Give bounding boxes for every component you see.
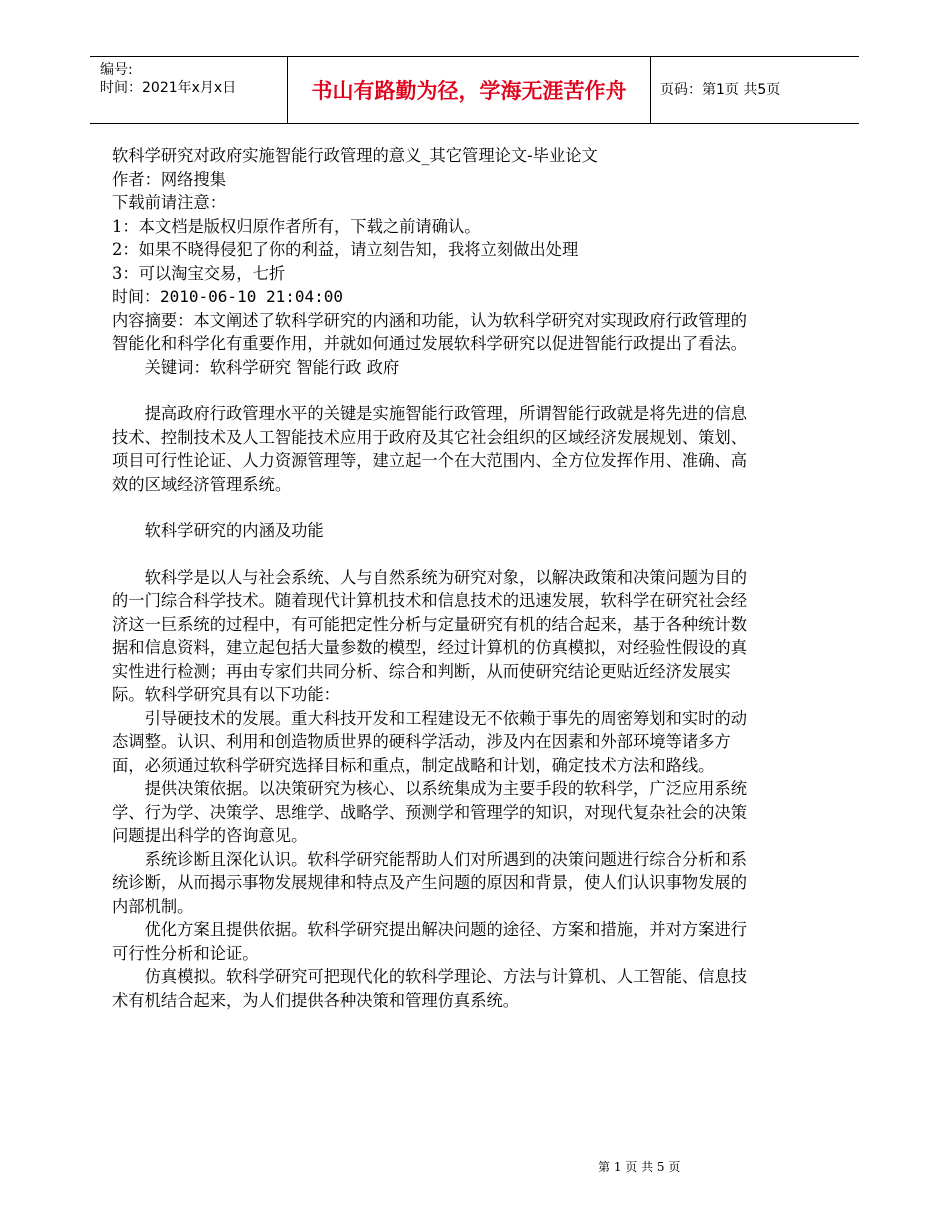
spacer <box>112 496 752 519</box>
paragraph: 软科学是以人与社会系统、人与自然系统为研究对象，以解决政策和决策问题为目的的一门综合科学技术。随着现代计算机技术和信息技术的迅速发展，软科学在研究社会经济这一巨系统的过程中，有可能把定性分析与定量研究有机的结合起来，基于各种统计数据和信息资料，建立起包括大量参数的模型，经过计算机的仿真模拟，对经验性假设的真实性进行检测；再由专家们共同分析、综合和判断，从而使研究结论更贴近经济发展实际。软科学研究具有以下功能： <box>112 567 748 704</box>
spacer <box>112 543 752 566</box>
paragraph: 优化方案且提供依据。软科学研究提出解决问题的途径、方案和措施，并对方案进行可行性分析和论证。 <box>112 920 748 963</box>
doc-author: 作者：网络搜集 <box>112 169 226 189</box>
paragraph: 仿真模拟。软科学研究可把现代化的软科学理论、方法与计算机、人工智能、信息技术有机结合起来，为人们提供各种决策和管理仿真系统。 <box>112 967 748 1010</box>
section-heading: 软科学研究的内涵及功能 <box>144 521 324 540</box>
abstract: 内容摘要：本文阐述了软科学研究的内涵和功能，认为软科学研究对实现政府行政管理的智能化和科学化有重要作用，并就如何通过发展软科学研究以促进智能行政提出了看法。 <box>112 310 747 353</box>
doc-title: 软科学研究对政府实施智能行政管理的意义_其它管理论文-毕业论文 <box>112 146 598 165</box>
spacer <box>112 379 752 402</box>
notice-item: 2：如果不晓得侵犯了你的利益，请立刻告知，我将立刻做出处理 <box>112 240 579 259</box>
motto: 书山有路勤为径，学海无涯苦作舟 <box>287 57 651 123</box>
doc-time: 时间：2010-06-10 21:04:00 <box>112 287 344 306</box>
paragraph: 引导硬技术的发展。重大科技开发和工程建设无不依赖于事先的周密筹划和实时的动态调整。认识、利用和创造物质世界的硬科学活动，涉及内在因素和外部环境等诸多方面，必须通过软科学研究选择目标和重点，制定战略和计划，确定技术方法和路线。 <box>112 708 748 775</box>
paragraph: 提高政府行政管理水平的关键是实施智能行政管理，所谓智能行政就是将先进的信息技术、控制技术及人工智能技术应用于政府及其它社会组织的区域经济发展规划、策划、项目可行性论证、人力资源管理等，建立起一个在大范围内、全方位发挥作用、准确、高效的区域经济管理系统。 <box>112 404 748 494</box>
number-label: 编号: <box>100 62 133 78</box>
page-header <box>90 56 859 124</box>
header-meta <box>100 61 236 97</box>
document-body <box>112 144 752 1012</box>
notice-item: 1：本文档是版权归原作者所有，下载之前请确认。 <box>112 216 481 236</box>
notice-item: 3：可以淘宝交易，七折 <box>112 263 286 283</box>
paragraph: 提供决策依据。以决策研究为核心、以系统集成为主要手段的软科学，广泛应用系统学、行为学、决策学、思维学、战略学、预测学和管理学的知识，对现代复杂社会的决策问题提出科学的咨询意见。 <box>112 779 748 845</box>
page-label: 页码：第1页 共5页 <box>660 82 781 98</box>
time-label: 时间：2021年x月x日 <box>100 80 237 96</box>
keywords: 关键词：软科学研究 智能行政 政府 <box>144 357 400 377</box>
notice-heading: 下载前请注意： <box>112 193 226 212</box>
paragraph: 系统诊断且深化认识。软科学研究能帮助人们对所遇到的决策问题进行综合分析和系统诊断，从而揭示事物发展规律和特点及产生问题的原因和背景，使人们认识事物发展的内部机制。 <box>112 849 748 916</box>
page-footer: 第 1 页 共 5 页 <box>598 1160 681 1174</box>
